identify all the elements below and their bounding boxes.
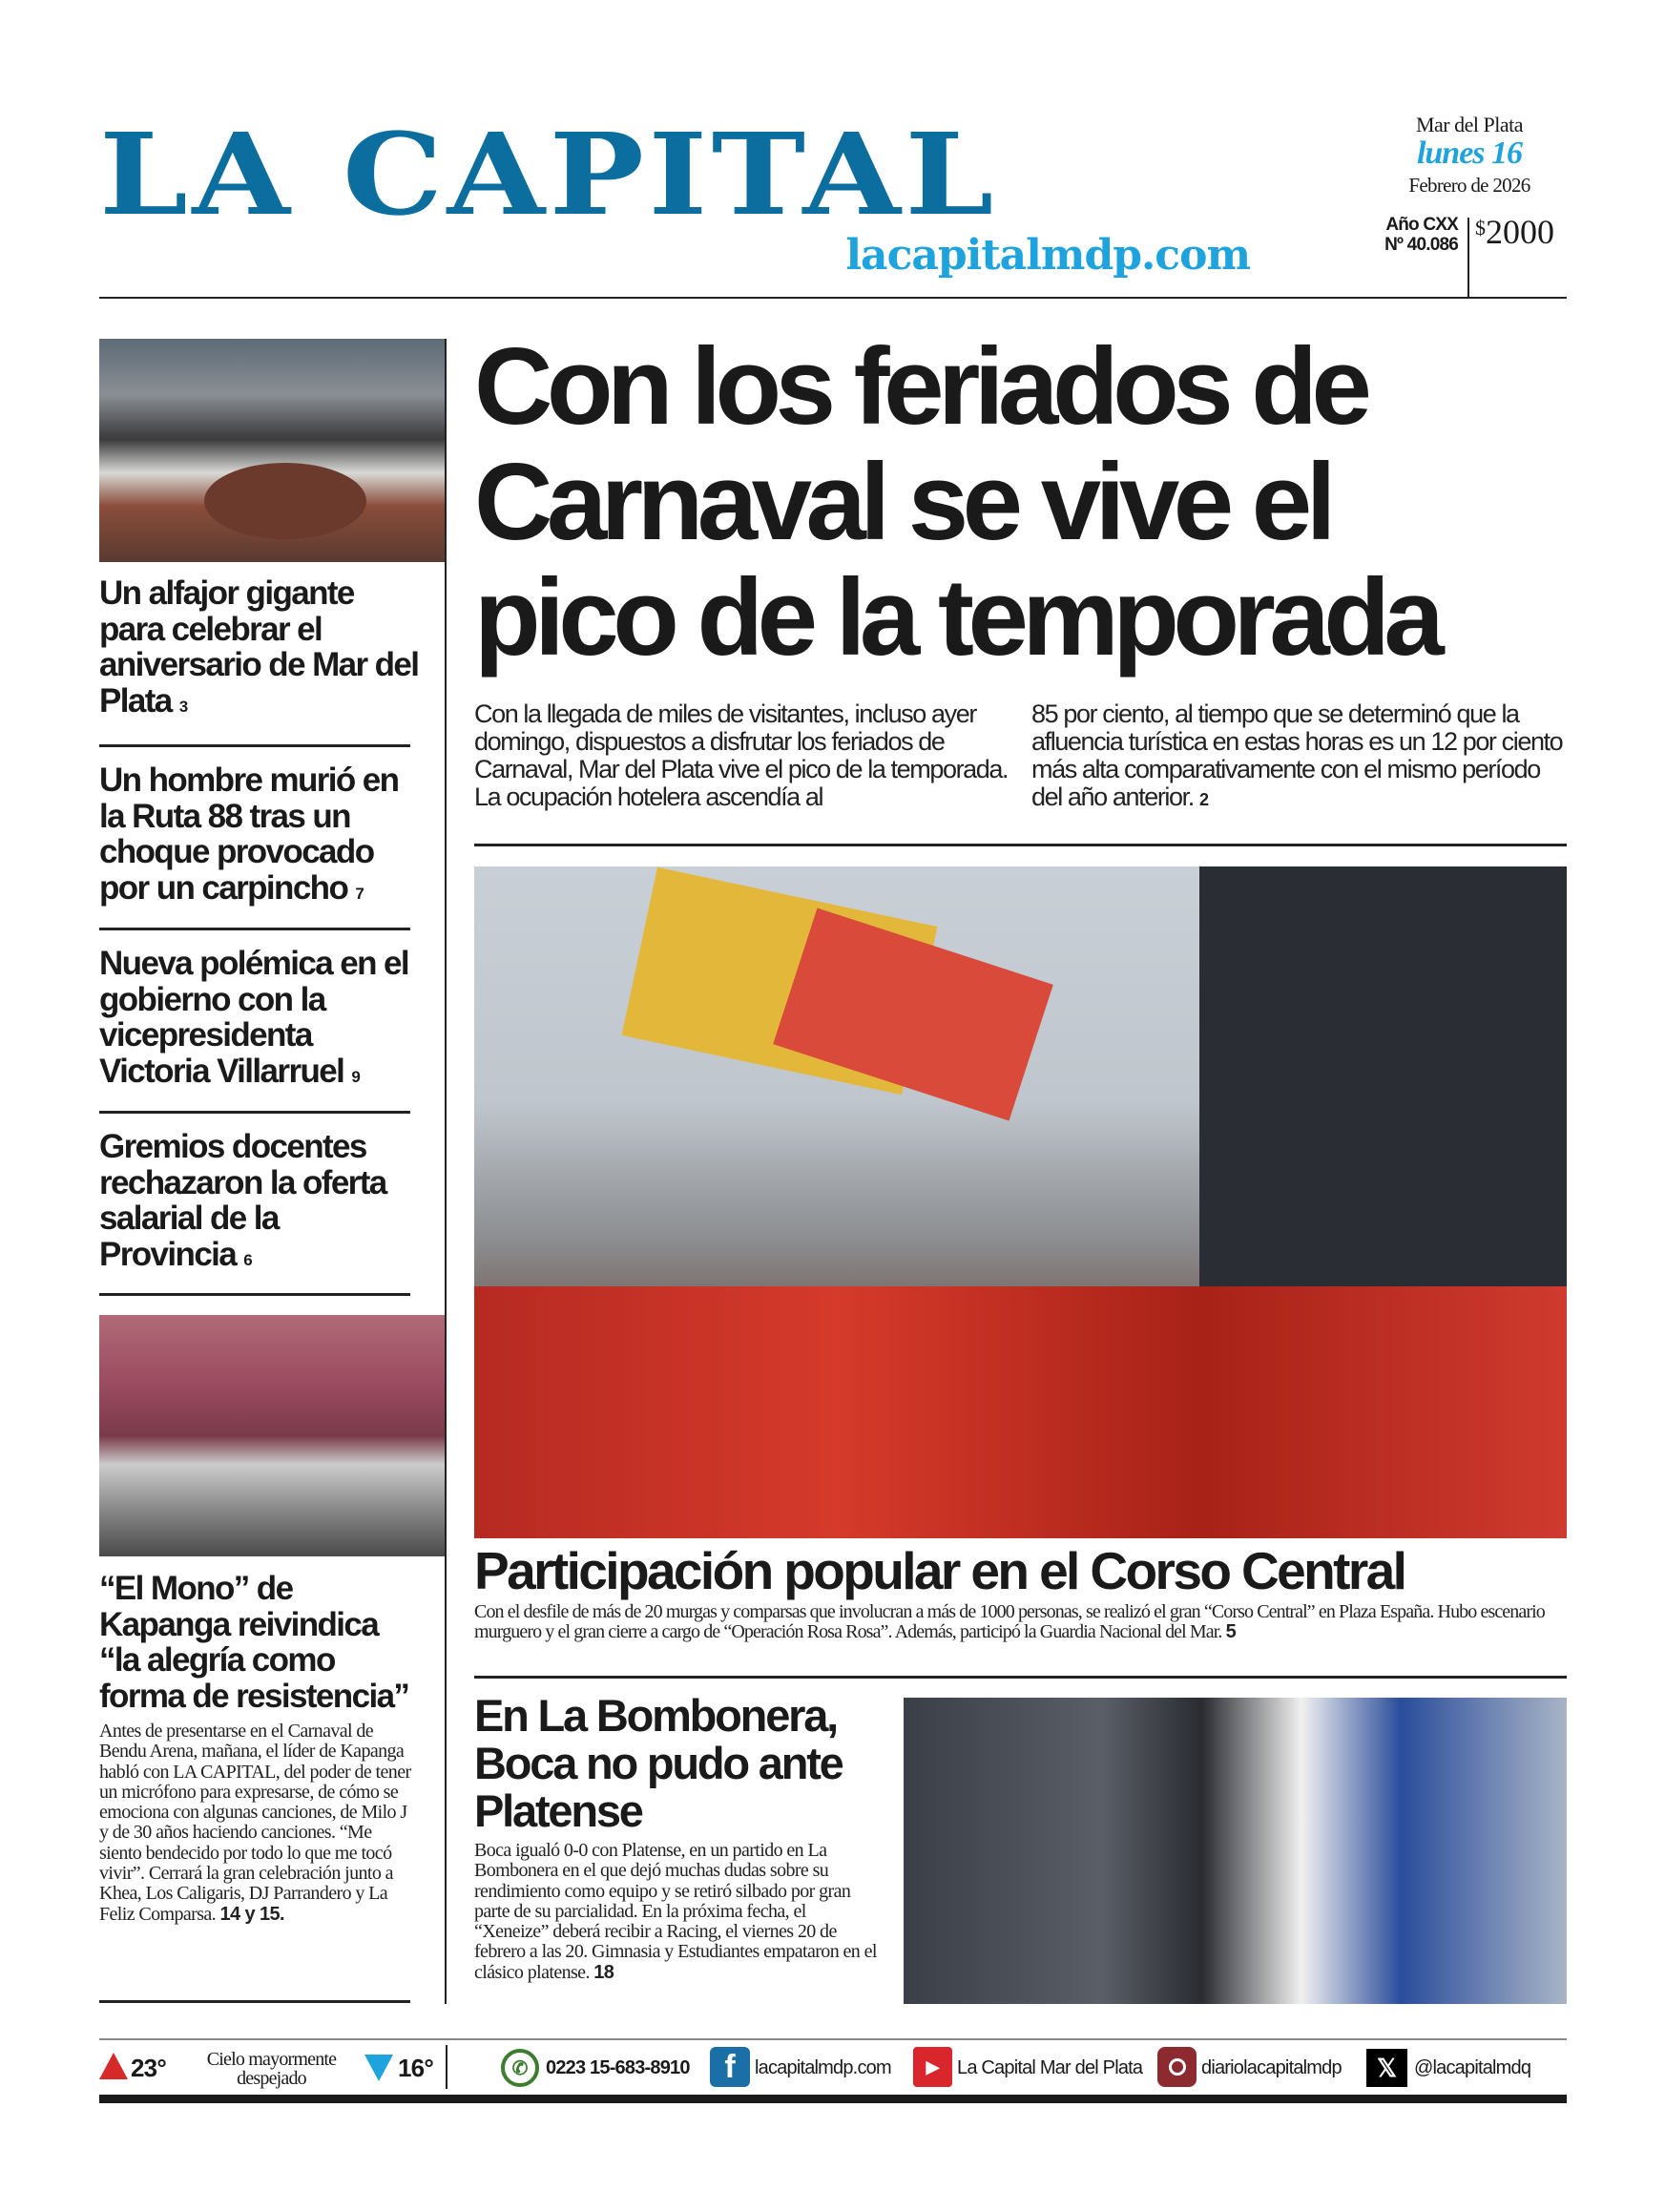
rule — [99, 744, 410, 747]
youtube-icon[interactable]: ▶ — [913, 2047, 952, 2087]
rule — [99, 2000, 410, 2003]
kapanga-text: Antes de presentarse en el Carnaval de Bendu Arena, mañana, el líder de Kapanga habló con LA CAPITAL, del poder de tener un micrófono para expresarse, de cómo se emociona con algunas canciones, de Milo J y de 30 años haciendo canciones. “Me siento bendecido por todo lo que me tocó vivir”. Cerrará la gran celebración junto a Khea, Los Caligaris, DJ Parrandero y La Feliz Comparsa. 14 y 15. — [99, 1721, 411, 1925]
x-icon[interactable]: 𝕏 — [1366, 2049, 1407, 2087]
boca-photo[interactable] — [904, 1698, 1567, 2004]
year: Año CXX — [1385, 215, 1458, 235]
kapanga-photo[interactable] — [99, 1315, 445, 1556]
triangle-up-icon — [99, 2053, 128, 2079]
website-link[interactable]: lacapitalmdp.com — [845, 231, 1250, 280]
weather: Cielo mayormente despejado — [206, 2049, 337, 2089]
facebook-icon[interactable]: f — [710, 2047, 750, 2087]
instagram-link[interactable]: diariolacapitalmdp — [1201, 2057, 1342, 2078]
rule — [474, 844, 1567, 846]
lede-column-2: 85 por ciento, al tiempo que se determinó que la afluencia turística en estas horas es un 12 por ciento más alta comparativamente con el mismo período del año anterior. 2 — [1031, 699, 1563, 811]
corso-text: Con el desfile de más de 20 murgas y comparsas que involucran a más de 1000 personas, se realizó el gran “Corso Central” en Plaza España. Hubo escenario murguero y el gran cierre a cargo de “Operación Rosa Rosa”. Además, participó la Guardia Nacional del Mar. 5 — [474, 1601, 1545, 1642]
price: $2000 — [1475, 213, 1554, 251]
boca-headline[interactable]: En La Bombonera, Boca no pudo ante Platense — [474, 1690, 843, 1836]
stage-shape — [1199, 866, 1567, 1286]
corso-photo[interactable] — [474, 866, 1567, 1538]
sidebar-headline[interactable]: Un alfajor gigante para celebrar el aniversario de Mar del Plata 3 — [99, 574, 419, 720]
facebook-link[interactable]: lacapitalmdp.com — [755, 2057, 891, 2078]
masthead-rule — [99, 297, 1567, 299]
footer-rule — [99, 2038, 1567, 2040]
main-headline[interactable]: Con los feriados de Carnaval se vive el pico de la temporada — [474, 326, 1439, 678]
issue-info — [1355, 215, 1458, 255]
boca-text: Boca igualó 0-0 con Platense, en un partido en La Bombonera en el que dejó muchas dudas sobre su rendimiento como equipo y se retiró silbado por gran parte de su parcialidad. En la próxima fecha, el “Xeneize” deberá recibir a Racing, el viernes 20 de febrero a las 20. Gimnasia y Estudiantes empataron en el clásico platense. 18 — [474, 1840, 877, 1983]
rule — [99, 928, 410, 930]
city: Mar del Plata — [1415, 113, 1524, 136]
crowd-shape — [474, 1286, 1567, 1538]
corso-headline[interactable]: Participación popular en el Corso Central — [474, 1541, 1405, 1600]
temp-max: 23° — [131, 2054, 166, 2082]
instagram-icon[interactable] — [1157, 2047, 1197, 2087]
rule — [99, 1293, 410, 1296]
rule — [474, 1676, 1567, 1679]
day: lunes 16 — [1416, 136, 1523, 171]
rule — [99, 1111, 410, 1114]
kapanga-headline[interactable]: “El Mono” de Kapanga reivindica “la alegría como forma de resistencia” — [99, 1570, 409, 1715]
column-divider — [445, 339, 447, 2004]
temp-min: 16° — [398, 2054, 433, 2082]
footer-bar — [99, 2095, 1567, 2103]
sidebar-headline[interactable]: Un hombre murió en la Ruta 88 tras un choque provocado por un carpincho 7 — [99, 762, 399, 907]
sidebar-headline[interactable]: Gremios docentes rechazaron la oferta salarial de la Provincia 6 — [99, 1128, 386, 1273]
alfajor-shape — [204, 463, 366, 539]
date: Febrero de 2026 — [1408, 174, 1530, 197]
sidebar-headline[interactable]: Nueva polémica en el gobierno con la vicepresidenta Victoria Villarruel 9 — [99, 945, 408, 1090]
lede-column-1: Con la llegada de miles de visitantes, incluso ayer domingo, dispuestos a disfrutar los feriados de Carnaval, Mar del Plata vive el pico de la temporada. La ocupación hotelera ascendía al — [474, 699, 1009, 811]
whatsapp-number[interactable]: 0223 15-683-8910 — [546, 2057, 690, 2078]
masthead-logo: LA CAPITAL — [99, 108, 998, 240]
alfajor-photo[interactable] — [99, 339, 445, 562]
divider — [1467, 218, 1469, 298]
issue-number: Nº 40.086 — [1384, 235, 1458, 255]
triangle-down-icon — [364, 2055, 393, 2081]
divider — [446, 2045, 447, 2089]
flag-shape — [773, 908, 1053, 1120]
youtube-link[interactable]: La Capital Mar del Plata — [957, 2057, 1143, 2078]
whatsapp-icon[interactable]: ✆ — [501, 2049, 539, 2087]
x-link[interactable]: @lacapitalmdq — [1414, 2057, 1531, 2078]
